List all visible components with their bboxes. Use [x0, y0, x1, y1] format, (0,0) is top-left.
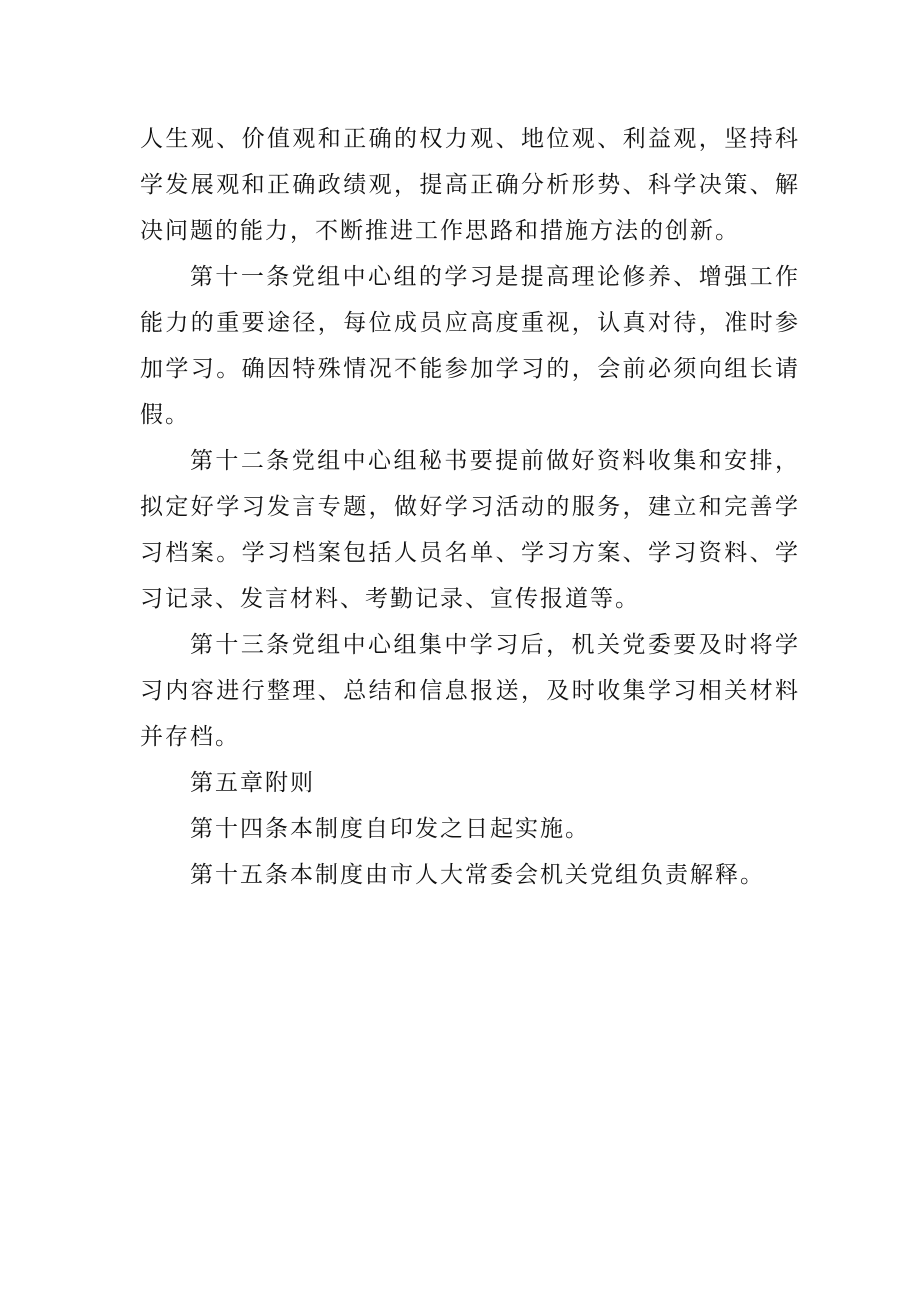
paragraph-continuation: 人生观、价值观和正确的权力观、地位观、利益观，坚持科学发展观和正确政绩观，提高正确分析形势、科学决策、解决问题的能力，不断推进工作思路和措施方法的创新。: [140, 126, 800, 244]
document-body: [140, 116, 800, 898]
paragraph-article-15: 第十五条本制度由市人大常委会机关党组负责解释。: [190, 862, 765, 888]
paragraph-article-13: 第十三条党组中心组集中学习后，机关党委要及时将学习内容进行整理、总结和信息报送，及时收集学习相关材料并存档。: [140, 632, 800, 750]
chapter-heading-5: 第五章附则: [190, 770, 315, 796]
paragraph-article-12: 第十二条党组中心组秘书要提前做好资料收集和安排，拟定好学习发言专题，做好学习活动的服务，建立和完善学习档案。学习档案包括人员名单、学习方案、学习资料、学习记录、发言材料、考勤记录、宣传报道等。: [140, 448, 800, 612]
paragraph-article-14: 第十四条本制度自印发之日起实施。: [190, 816, 590, 842]
paragraph-article-11: 第十一条党组中心组的学习是提高理论修养、增强工作能力的重要途径，每位成员应高度重视，认真对待，准时参加学习。确因特殊情况不能参加学习的，会前必须向组长请假。: [140, 264, 800, 428]
